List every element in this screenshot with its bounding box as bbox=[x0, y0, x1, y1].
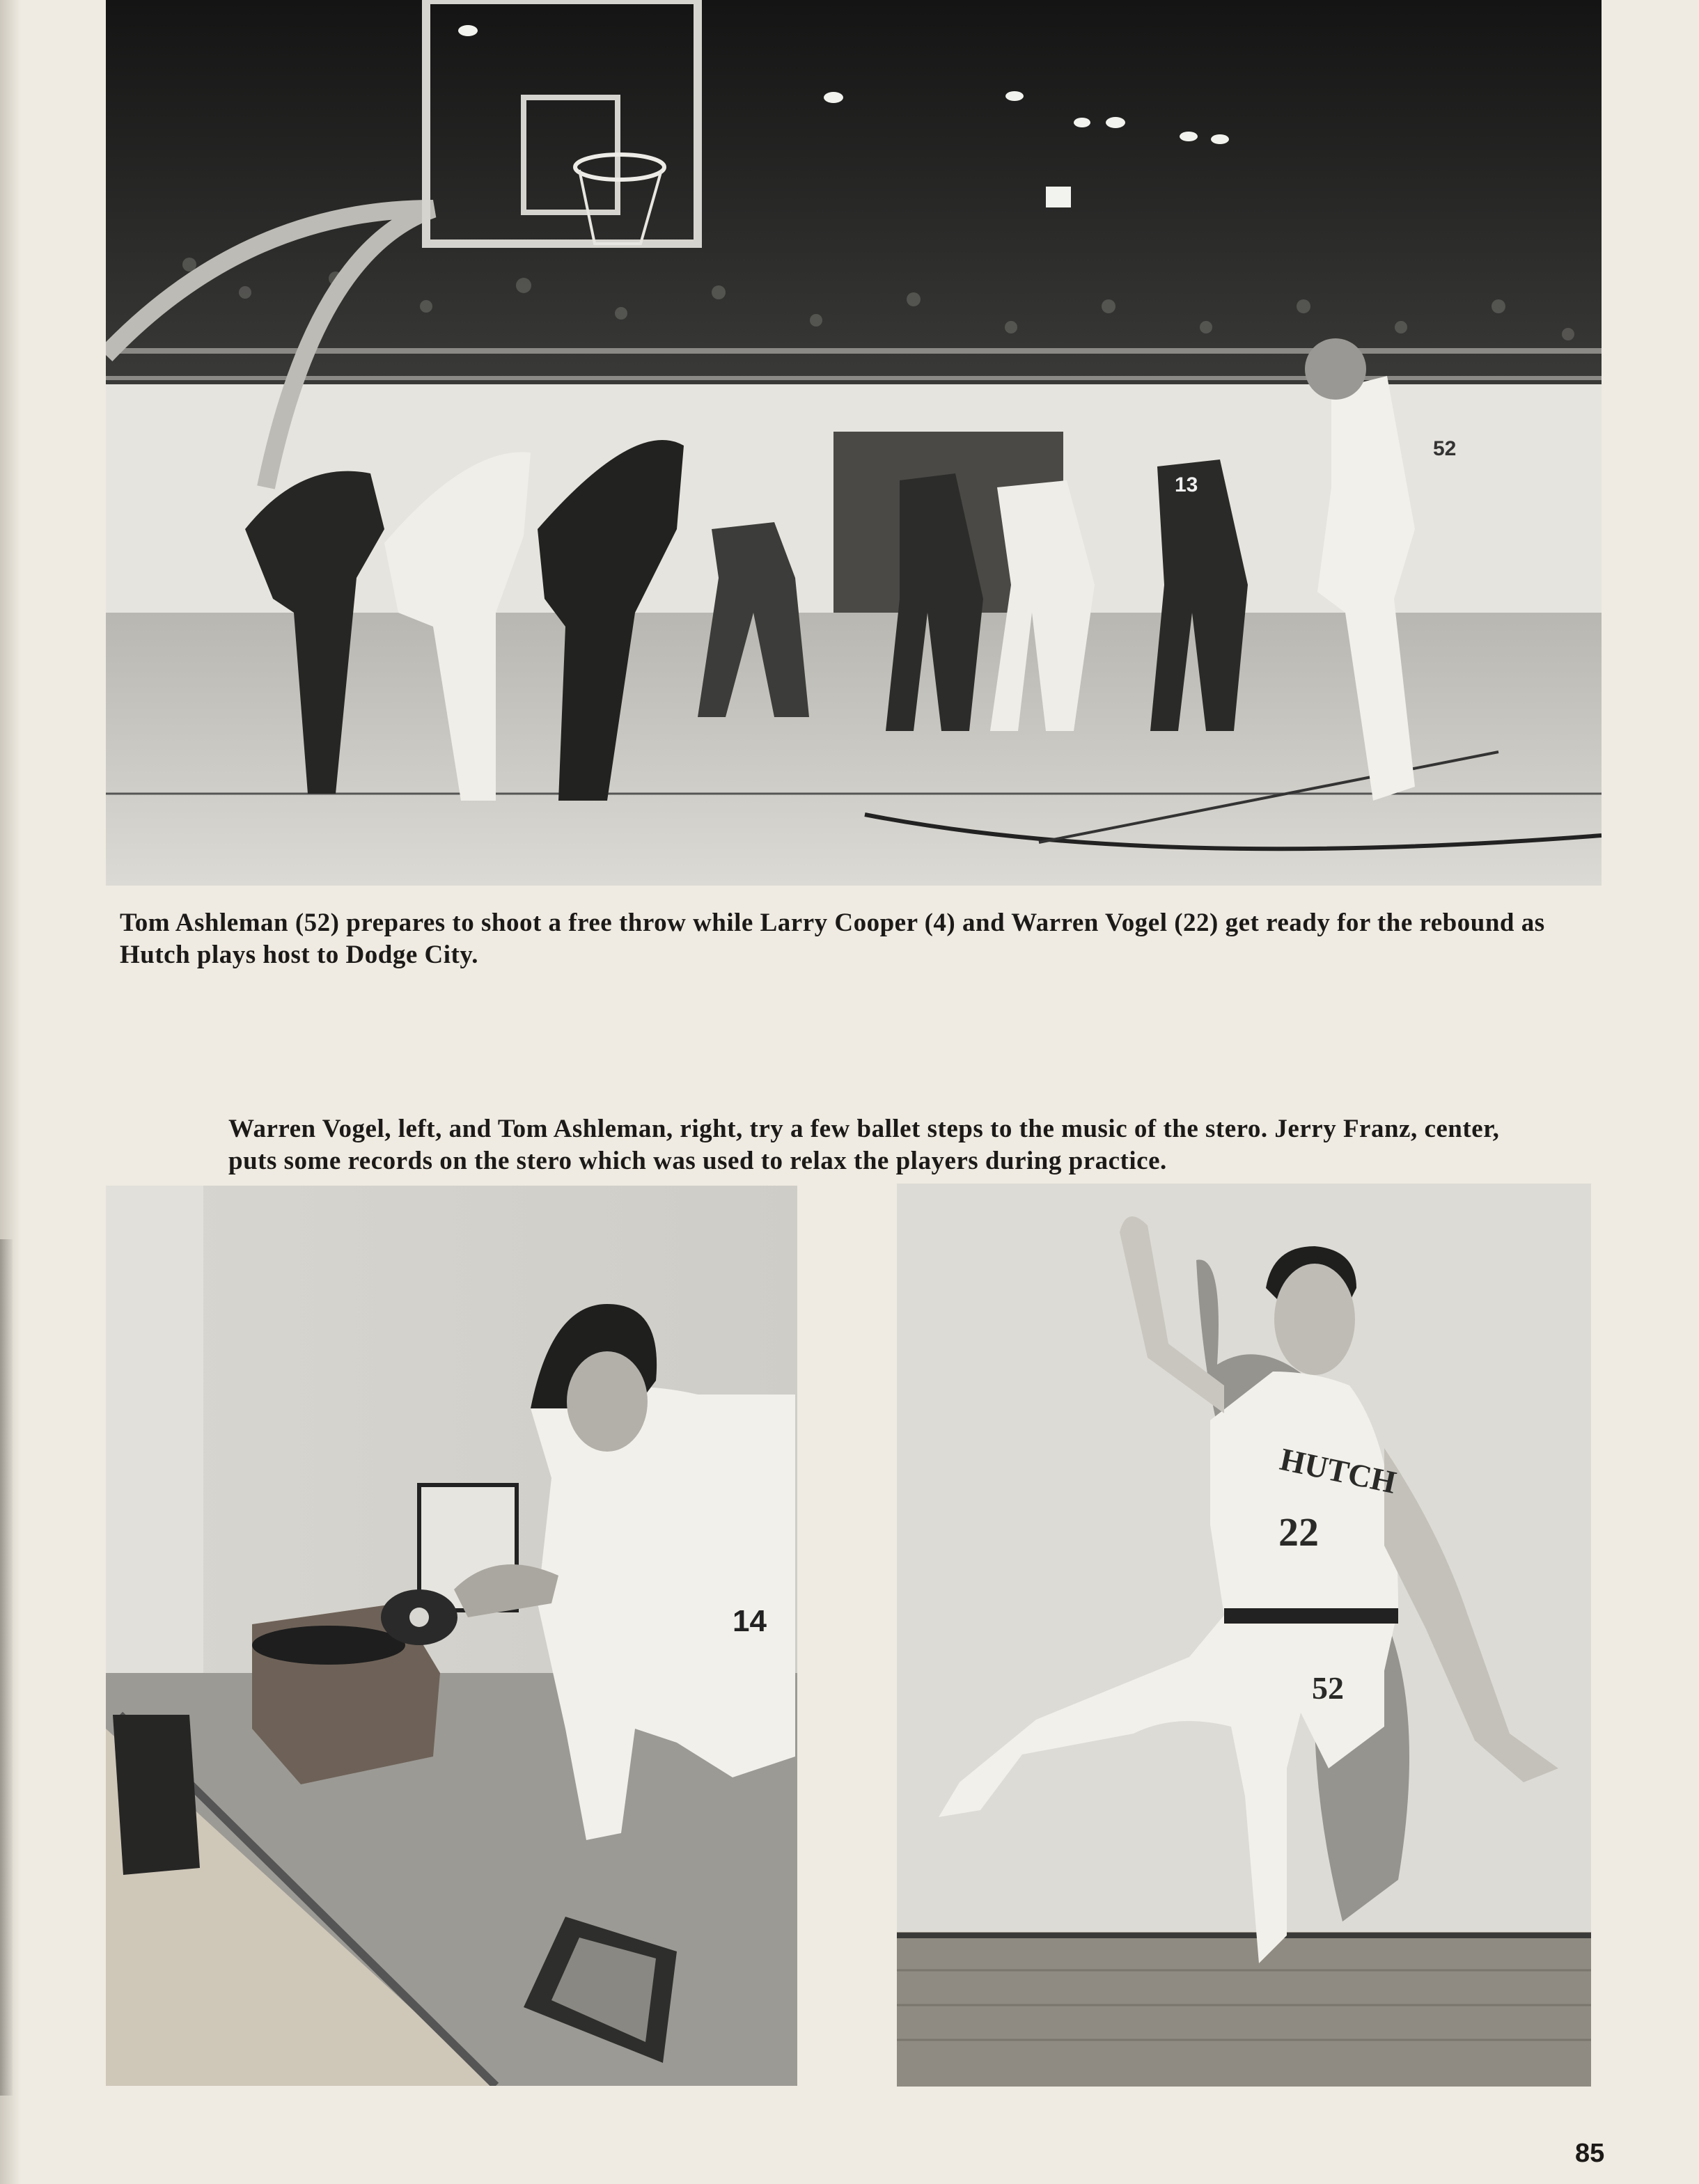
jersey-number-14: 14 bbox=[733, 1604, 767, 1638]
photo-record-player bbox=[106, 1186, 797, 2086]
shorts-number-52: 52 bbox=[1312, 1670, 1344, 1706]
jersey-number-22: 22 bbox=[1278, 1509, 1319, 1555]
photo-ballet-pose bbox=[897, 1184, 1591, 2087]
page-number: 85 bbox=[1575, 2139, 1605, 2168]
jersey-text-hutch: HUTCH bbox=[1276, 1440, 1400, 1500]
caption-free-throw: Tom Ashleman (52) prepares to shoot a free throw while Larry Cooper (4) and Warren Vogel (22) get ready for the rebound as Hutch plays host to Dodge City. bbox=[120, 909, 1545, 969]
jersey-number-52: 52 bbox=[1433, 437, 1457, 460]
caption-ballet-steps: Warren Vogel, left, and Tom Ashleman, right, try a few ballet steps to the music of the stero. Jerry Franz, center, puts some records on the stero which was used to relax the players during practice. bbox=[228, 1115, 1500, 1175]
adjacent-page-edge bbox=[0, 1239, 13, 2096]
jersey-number-13: 13 bbox=[1175, 473, 1198, 496]
photo-free-throw bbox=[106, 0, 1602, 886]
